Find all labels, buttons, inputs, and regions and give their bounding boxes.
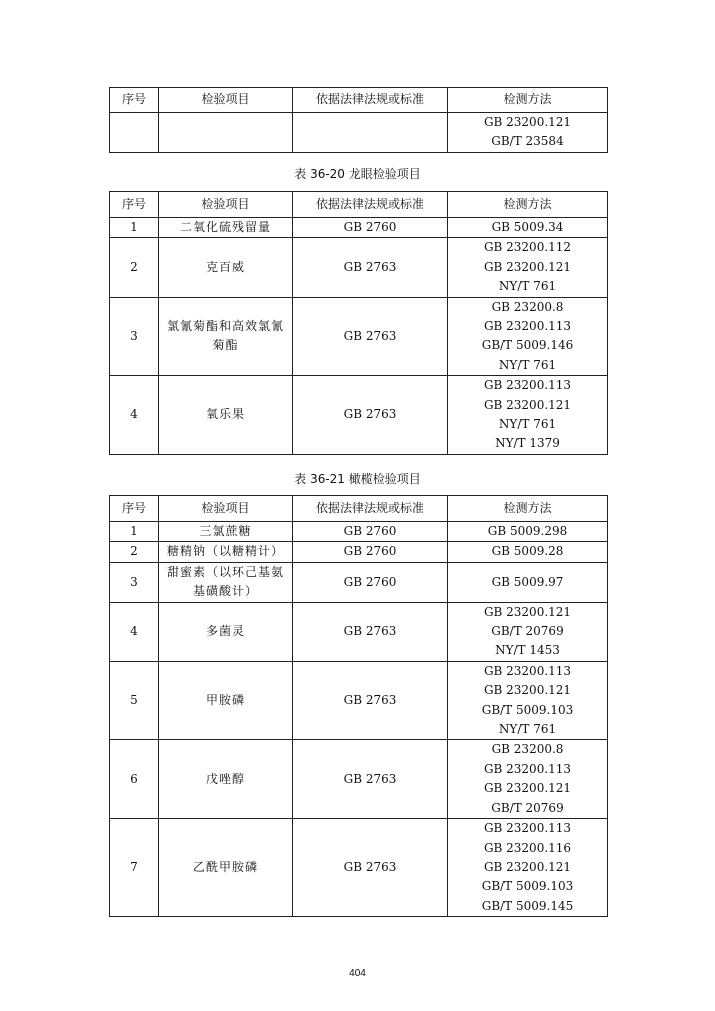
test-method: GB 5009.97 [491, 574, 564, 589]
table-row [110, 218, 608, 238]
header-item: 检验项目 [159, 496, 293, 522]
test-methods [448, 661, 608, 740]
table-row [110, 819, 608, 917]
basis-standard: GB 2763 [293, 602, 448, 661]
row-number: 4 [110, 602, 159, 661]
header-item: 检验项目 [159, 88, 293, 113]
basis-standard: GB 2763 [293, 297, 448, 376]
test-method: GB/T 5009.146 [481, 338, 574, 353]
row-number: 5 [110, 661, 159, 740]
table-row [110, 522, 608, 542]
test-methods [448, 562, 608, 602]
test-method: GB 5009.28 [491, 544, 564, 559]
test-method: NY/T 761 [498, 417, 557, 432]
test-method: GB 23200.113 [483, 378, 572, 393]
table-row [110, 661, 608, 740]
test-method: GB/T 20769 [491, 624, 564, 639]
table-row [110, 376, 608, 455]
test-method: GB 23200.121 [483, 259, 572, 274]
inspection-item: 克百威 [159, 238, 293, 297]
basis-standard: GB 2763 [293, 740, 448, 819]
basis-standard [293, 113, 448, 153]
inspection-item: 乙酰甲胺磷 [159, 819, 293, 917]
page-number: 404 [349, 968, 366, 979]
header-basis: 依据法律法规或标准 [293, 496, 448, 522]
test-method: GB 23200.113 [483, 663, 572, 678]
header-basis: 依据法律法规或标准 [293, 192, 448, 218]
test-method: GB/T 20769 [491, 800, 564, 815]
row-number: 3 [110, 297, 159, 376]
test-method: GB 5009.298 [487, 524, 568, 538]
table-row [110, 238, 608, 297]
test-method: NY/T 1379 [495, 436, 560, 451]
inspection-item [159, 113, 293, 153]
inspection-item: 多菌灵 [159, 602, 293, 661]
basis-standard: GB 2763 [293, 238, 448, 297]
test-method: GB 23200.113 [483, 761, 572, 776]
row-number: 1 [110, 522, 159, 542]
test-method: GB 23200.113 [483, 821, 572, 836]
basis-standard: GB 2760 [293, 562, 448, 602]
test-method: GB 5009.34 [491, 220, 564, 234]
header-basis: 依据法律法规或标准 [293, 88, 448, 113]
table-row [110, 740, 608, 819]
table-row [110, 297, 608, 376]
row-number: 6 [110, 740, 159, 819]
test-method: GB/T 23584 [491, 134, 564, 149]
test-method: GB 23200.121 [483, 781, 572, 796]
test-methods [448, 740, 608, 819]
test-method: NY/T 761 [498, 722, 557, 737]
test-method: NY/T 1453 [495, 643, 560, 658]
test-method: NY/T 761 [498, 357, 557, 372]
row-number: 7 [110, 819, 159, 917]
test-method: GB/T 5009.103 [481, 702, 574, 717]
test-method: GB 23200.121 [483, 115, 572, 129]
basis-standard: GB 2763 [293, 819, 448, 917]
table-header-row [110, 192, 608, 218]
test-method: GB 23200.8 [491, 742, 564, 757]
test-method: GB 23200.8 [491, 299, 564, 314]
inspection-item: 三氯蔗糖 [159, 522, 293, 542]
table-row [110, 602, 608, 661]
test-method: GB 23200.121 [483, 683, 572, 698]
test-methods [448, 218, 608, 238]
row-number [110, 113, 159, 153]
test-method: GB 23200.113 [483, 319, 572, 334]
test-methods [448, 113, 608, 153]
basis-standard: GB 2760 [293, 218, 448, 238]
row-number: 1 [110, 218, 159, 238]
test-method: GB 23200.121 [483, 604, 572, 619]
header-no: 序号 [110, 88, 159, 113]
table-header-row [110, 88, 608, 113]
inspection-item: 戊唑醇 [159, 740, 293, 819]
row-number: 4 [110, 376, 159, 455]
test-method: GB/T 5009.145 [481, 898, 574, 913]
basis-standard: GB 2760 [293, 542, 448, 562]
test-method: GB 23200.112 [483, 240, 572, 255]
inspection-item: 氯氰菊酯和高效氯氰菊酯 [159, 297, 293, 376]
table-header-row [110, 496, 608, 522]
inspection-item: 甜蜜素（以环己基氨基磺酸计） [159, 562, 293, 602]
basis-standard: GB 2763 [293, 661, 448, 740]
header-method: 检测方法 [448, 88, 608, 113]
caption-longan: 表 36-20 龙眼检验项目 [294, 167, 421, 181]
table-row [110, 542, 608, 562]
test-methods [448, 297, 608, 376]
test-methods [448, 542, 608, 562]
inspection-item: 二氧化硫残留量 [159, 218, 293, 238]
test-method: GB 23200.121 [483, 859, 572, 874]
row-number: 3 [110, 562, 159, 602]
test-methods [448, 819, 608, 917]
test-methods [448, 238, 608, 297]
inspection-item: 氧乐果 [159, 376, 293, 455]
header-method: 检测方法 [448, 496, 608, 522]
header-no: 序号 [110, 496, 159, 522]
inspection-item: 糖精钠（以糖精计） [159, 542, 293, 562]
test-method: GB 23200.121 [483, 397, 572, 412]
header-item: 检验项目 [159, 192, 293, 218]
inspection-table-continued [109, 87, 608, 153]
header-no: 序号 [110, 192, 159, 218]
row-number: 2 [110, 542, 159, 562]
longan-inspection-table [109, 191, 608, 455]
test-methods [448, 376, 608, 455]
basis-standard: GB 2763 [293, 376, 448, 455]
test-method: GB/T 5009.103 [481, 879, 574, 894]
test-methods [448, 602, 608, 661]
test-methods [448, 522, 608, 542]
test-method: GB 23200.116 [483, 840, 572, 855]
table-row [110, 113, 608, 153]
table-row [110, 562, 608, 602]
test-method: NY/T 761 [498, 279, 557, 294]
inspection-item: 甲胺磷 [159, 661, 293, 740]
basis-standard: GB 2760 [293, 522, 448, 542]
olive-inspection-table [109, 495, 608, 917]
caption-olive: 表 36-21 橄榄检验项目 [294, 472, 421, 486]
header-method: 检测方法 [448, 192, 608, 218]
row-number: 2 [110, 238, 159, 297]
